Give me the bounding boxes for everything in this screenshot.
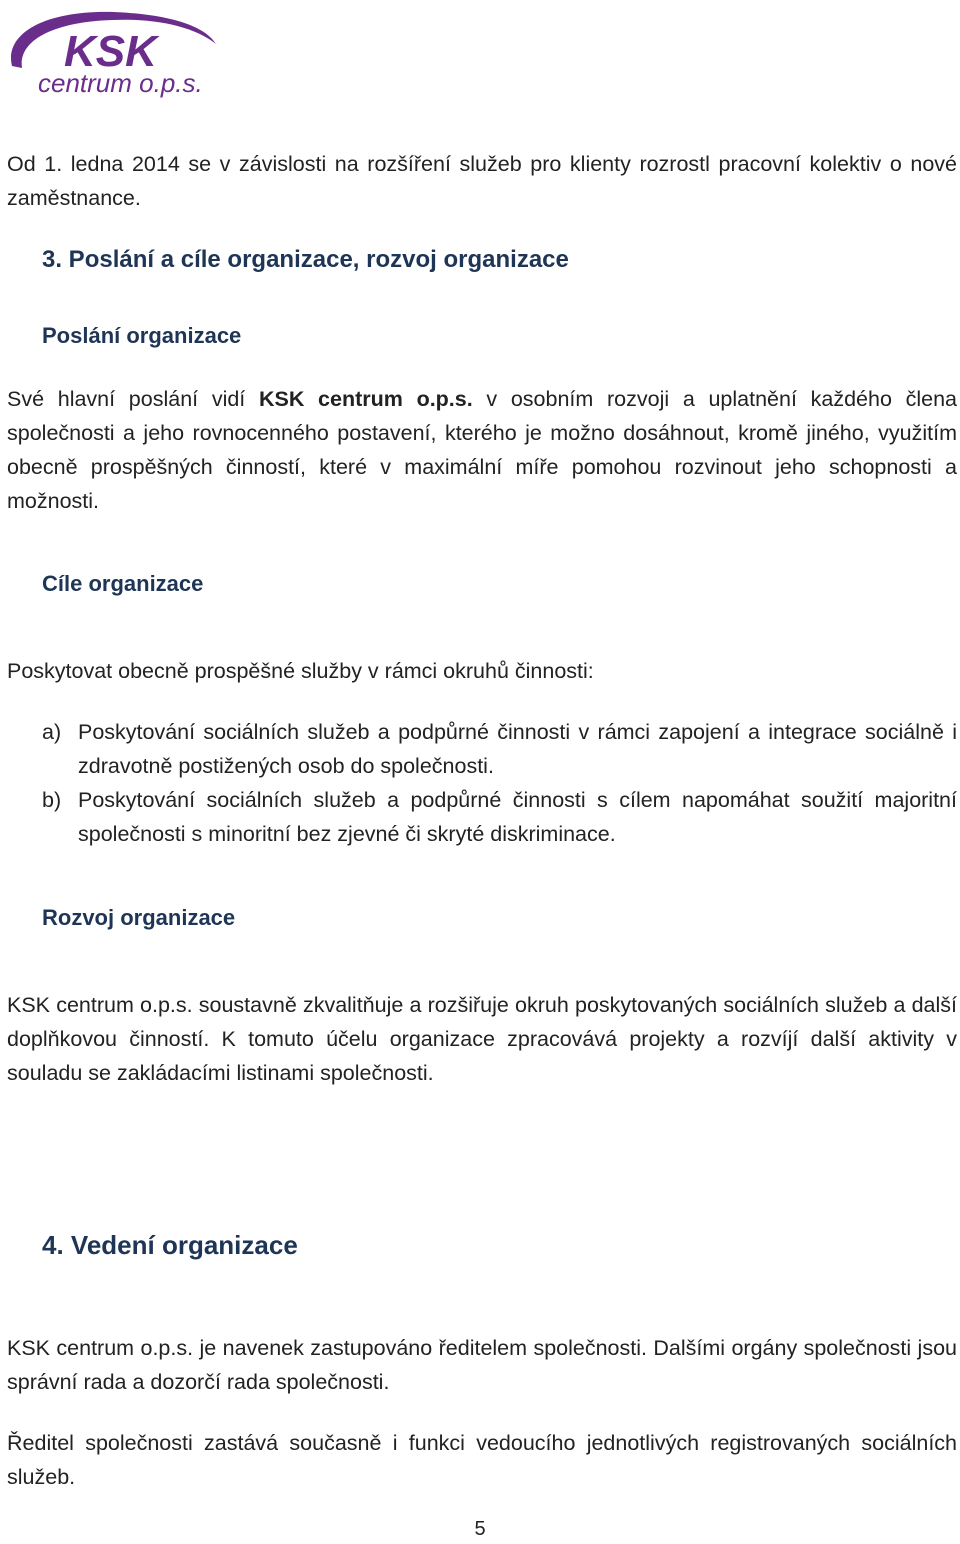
list-item-text: Poskytování sociálních služeb a podpůrné činnosti v rámci zapojení a integrace sociálně i zdravotně postižených osob do společnosti.: [78, 720, 957, 778]
development-paragraph: KSK centrum o.p.s. soustavně zkvalitňuje a rozšiřuje okruh poskytovaných sociálních služeb a další doplňkovou činností. K tomuto účelu organizace zpracovává projekty a rozvíjí další aktivity v souladu se zakládacími listinami společnosti.: [7, 993, 957, 1085]
list-item: [42, 783, 957, 851]
development-heading: Rozvoj organizace: [42, 905, 236, 930]
leadership-paragraph-2: Ředitel společnosti zastává současně i funkci vedoucího jednotlivých registrovaných sociálních služeb.: [7, 1431, 957, 1489]
list-item-text: Poskytování sociálních služeb a podpůrné činnosti s cílem napomáhat soužití majoritní společnosti s minoritní bez zjevné či skryté diskriminace.: [78, 788, 957, 846]
intro-paragraph: Od 1. ledna 2014 se v závislosti na rozšíření služeb pro klienty rozrostl pracovní kolektiv o nové zaměstnance.: [7, 152, 957, 210]
goals-heading: Cíle organizace: [42, 571, 204, 596]
mission-text-after: v osobním rozvoji a uplatnění každého člena společnosti a jeho rovnocenného postavení, kterého je možno dosáhnout, kromě jiného, využitím obecně prospěšných činností, které v maximální míře pomohou rozvinout jeho schopnosti a možnosti.: [7, 387, 957, 513]
ksk-logo: [4, 4, 219, 100]
list-marker: a): [42, 720, 62, 744]
ksk-logo-graphic: [4, 4, 219, 100]
goals-list: [42, 715, 957, 851]
goals-intro: Poskytovat obecně prospěšné služby v rámci okruhů činnosti:: [7, 659, 594, 683]
mission-org-name: KSK centrum o.p.s.: [258, 387, 473, 411]
section-4-heading: 4. Vedení organizace: [42, 1230, 298, 1260]
mission-text-before: Své hlavní poslání vidí: [7, 387, 259, 411]
logo-main-text: KSK: [64, 27, 157, 76]
page-number: 5: [474, 1518, 486, 1540]
logo-sub-text: centrum o.p.s.: [38, 68, 203, 98]
list-item: [42, 715, 957, 783]
leadership-paragraph-1: KSK centrum o.p.s. je navenek zastupováno ředitelem společnosti. Dalšími orgány společnosti jsou správní rada a dozorčí rada společnosti.: [7, 1336, 957, 1394]
list-marker: b): [42, 788, 62, 812]
mission-heading: Poslání organizace: [42, 323, 242, 348]
mission-paragraph: [7, 382, 957, 518]
section-3-heading: 3. Poslání a cíle organizace, rozvoj organizace: [42, 246, 569, 273]
